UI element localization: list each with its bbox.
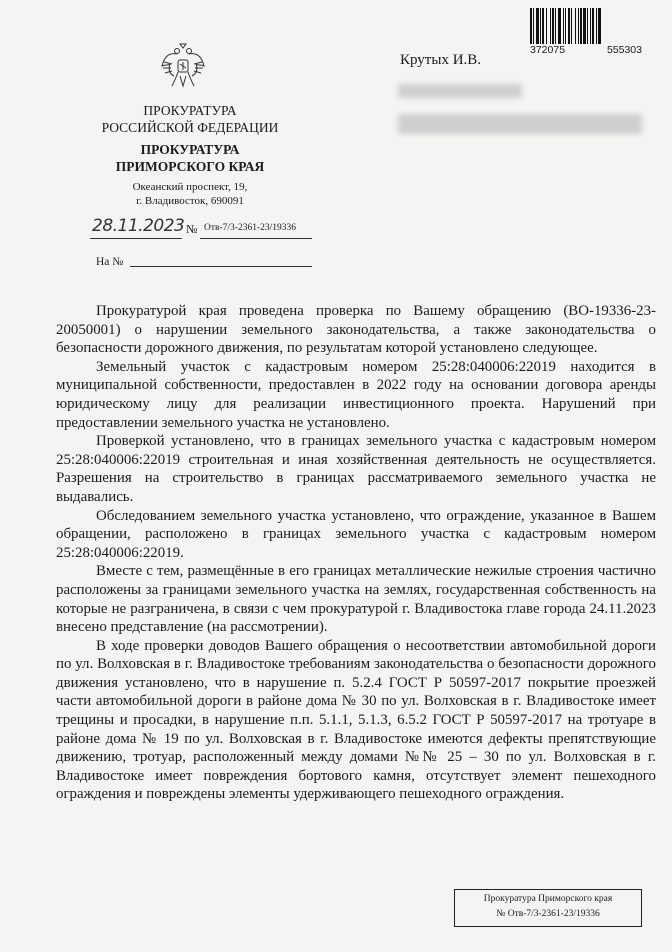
barcode bbox=[530, 8, 642, 44]
paragraph: Обследованием земельного участка установлено, что ограждение, указанное в Вашем обращении, расположено в границах земельного участка с кадастровым номером 25:28:040006:22019. bbox=[56, 507, 656, 561]
addressee-name: Крутых И.В. bbox=[400, 52, 482, 68]
barcode-bars bbox=[530, 8, 642, 44]
number-sign: № bbox=[186, 222, 198, 236]
org-name-line: ПРОКУРАТУРА bbox=[143, 103, 237, 118]
org-address bbox=[80, 180, 300, 208]
date-underline bbox=[90, 238, 182, 239]
dept-name-line: ПРОКУРАТУРА bbox=[140, 142, 240, 157]
registration-stamp bbox=[454, 889, 642, 927]
paragraph: Прокуратурой края проведена проверка по Вашему обращению (ВО-19336-23-20050001) о нарушении земельного законодательства, а также законодательства о безопасности дорожного движения, по результатам которой установлено следующее. bbox=[56, 303, 656, 357]
barcode-left-number: 372075 bbox=[530, 44, 566, 56]
barcode-numbers bbox=[530, 44, 642, 56]
dept-name bbox=[80, 141, 300, 175]
stamp-line: № Отв-7/3-2361-23/19336 bbox=[496, 909, 600, 919]
dept-name-line: ПРИМОРСКОГО КРАЯ bbox=[115, 159, 265, 174]
number-underline bbox=[200, 238, 312, 239]
redacted-address-line bbox=[398, 114, 642, 134]
paragraph: Вместе с тем, размещённые в его границах металлические нежилые строения частично расположены за границами земельного участка на землях, государственная собственность на которые не разграничена, в связи с чем прокуратурой г. Владивостока главе города 24.11.2023 внесено представление (на рассмотрении). bbox=[56, 563, 656, 636]
reply-to-label: На № bbox=[96, 256, 124, 268]
org-name bbox=[80, 102, 300, 136]
address-line: Океанский проспект, 19, bbox=[132, 181, 248, 193]
stamp-line: Прокуратура Приморского края bbox=[483, 894, 613, 904]
paragraph: Земельный участок с кадастровым номером 25:28:040006:22019 находится в муниципальной собственности, предоставлен в 2022 году на основании договора аренды юридическому лицу для реализации инвестиционного проекта. Нарушений при предоставлении земельного участка не установлено. bbox=[56, 358, 656, 431]
coat-of-arms-icon bbox=[160, 42, 206, 90]
paragraph: Проверкой установлено, что в границах земельного участка с кадастровым номером 25:28:040006:22019 строительная и иная хозяйственная деятельность не осуществляется. Разрешения на строительство в границах рассматриваемого земельного участка не выдавались. bbox=[56, 433, 656, 505]
outgoing-number: Отв-7/3-2361-23/19336 bbox=[204, 223, 297, 233]
letter-body bbox=[56, 302, 656, 804]
reply-to-underline bbox=[130, 266, 312, 267]
date-handwritten: 28.11.2023 bbox=[92, 216, 185, 236]
address-line: г. Владивосток, 690091 bbox=[136, 195, 244, 207]
org-name-line: РОССИЙСКОЙ ФЕДЕРАЦИИ bbox=[101, 120, 279, 135]
paragraph: В ходе проверки доводов Вашего обращения о несоответствии автомобильной дороги по ул. Волховская в г. Владивостоке требованиям законодательства о безопасности дорожного движения установлено, что в нарушение п. 5.2.4 ГОСТ Р 50597-2017 покрытие проезжей части автомобильной дороги в районе дома № 30 по ул. Волховская в г. Владивостоке имеет трещины и просадки, в нарушение п.п. 5.1.1, 5.1.3, 6.5.2 ГОСТ Р 50597-2017 на тротуаре в районе дома № 19 по ул. Волховская в г. Владивостоке имеются дефекты препятствующие движению, тротуар, расположенный между домами №№ 25 – 30 по ул. Волховская в г. Владивостоке имеет повреждения бортового камня, отсутствует элемент пешеходного ограждения и повреждены элементы удерживающего пешеходного ограждения. bbox=[56, 637, 656, 803]
redacted-address-line bbox=[398, 84, 522, 98]
barcode-right-number: 555303 bbox=[606, 44, 642, 56]
